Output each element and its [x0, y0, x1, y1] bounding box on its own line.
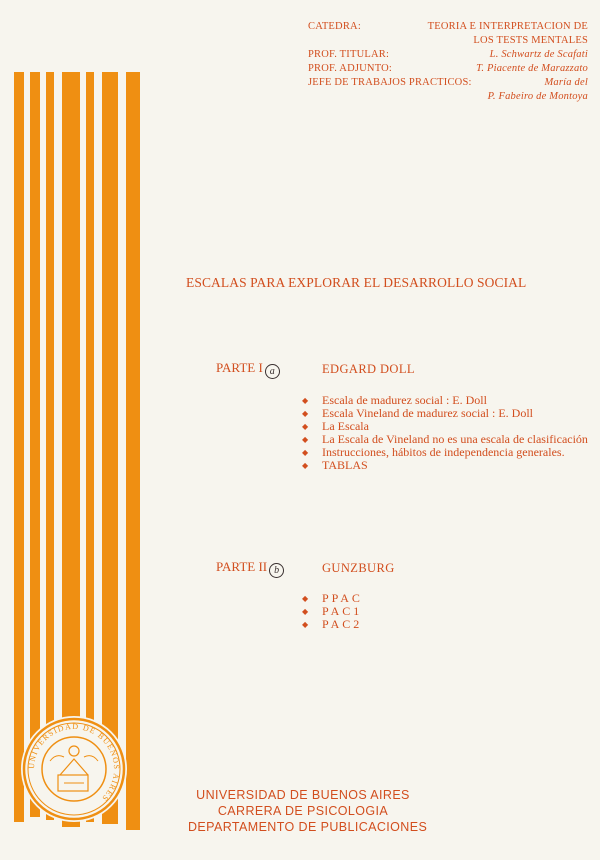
list-item: ◆ PAC1 [302, 604, 363, 618]
part-2-label: PARTE II b [216, 559, 284, 578]
stripe [14, 72, 24, 822]
list-item: ◆ La Escala de Vineland no es una escala de clasificación [302, 432, 588, 446]
stripe [102, 72, 118, 824]
footer-department: DEPARTAMENTO DE PUBLICACIONES [188, 820, 428, 834]
bullet-icon: ◆ [302, 409, 309, 418]
header-jefe-trabajos: JEFE DE TRABAJOS PRACTICOS: María del [308, 77, 588, 88]
list-item: ◆ Escala de madurez social : E. Doll [302, 393, 487, 407]
bullet-icon: ◆ [302, 435, 309, 444]
handwritten-circle-mark: a [265, 364, 280, 379]
stripe [30, 72, 40, 817]
stripe [46, 72, 54, 820]
list-item: ◆ La Escala [302, 419, 369, 433]
bullet-icon: ◆ [302, 607, 312, 616]
part-1-label: PARTE I a [216, 360, 280, 379]
publisher-footer [188, 787, 428, 835]
bullet-icon: ◆ [302, 448, 309, 457]
bullet-icon: ◆ [302, 422, 309, 431]
list-item: ◆ Escala Vineland de madurez social : E. Doll [302, 406, 533, 420]
university-seal-icon [20, 715, 128, 823]
stripe [86, 72, 94, 822]
part-1-author: EDGARD DOLL [322, 362, 415, 376]
part-2-list [302, 592, 588, 631]
part-1-list [302, 394, 588, 472]
list-item: ◆ PAC2 [302, 617, 363, 631]
part-2-author: GUNZBURG [322, 561, 395, 575]
footer-career: CARRERA DE PSICOLOGIA [217, 804, 389, 818]
svg-text:UNIVERSIDAD DE BUENOS AIRES: UNIVERSIDAD DE BUENOS AIRES [26, 721, 122, 804]
document-title: ESCALAS PARA EXPLORAR EL DESARROLLO SOCIAL [186, 275, 527, 290]
list-item: ◆ PPAC [302, 591, 363, 605]
header-jefe-cont: P. Fabeiro de Montoya [487, 91, 588, 102]
bullet-icon: ◆ [302, 594, 312, 603]
header-prof-adjunto: PROF. ADJUNTO: T. Piacente de Marazzato [308, 63, 588, 74]
handwritten-circle-mark: b [269, 563, 284, 578]
course-header [308, 20, 588, 104]
stripe [126, 72, 140, 830]
header-catedra-cont: LOS TESTS MENTALES [473, 35, 588, 46]
header-prof-titular: PROF. TITULAR: L. Schwartz de Scafati [308, 49, 588, 60]
bullet-icon: ◆ [302, 396, 309, 405]
list-item: ◆ TABLAS [302, 458, 368, 472]
footer-university: UNIVERSIDAD DE BUENOS AIRES [196, 788, 410, 802]
stripe [62, 72, 80, 827]
bullet-icon: ◆ [302, 620, 312, 629]
list-item: ◆ Instrucciones, hábitos de independencia generales. [302, 445, 565, 459]
header-catedra: CATEDRA: TEORIA E INTERPRETACION DE [308, 21, 588, 32]
bullet-icon: ◆ [302, 461, 309, 470]
